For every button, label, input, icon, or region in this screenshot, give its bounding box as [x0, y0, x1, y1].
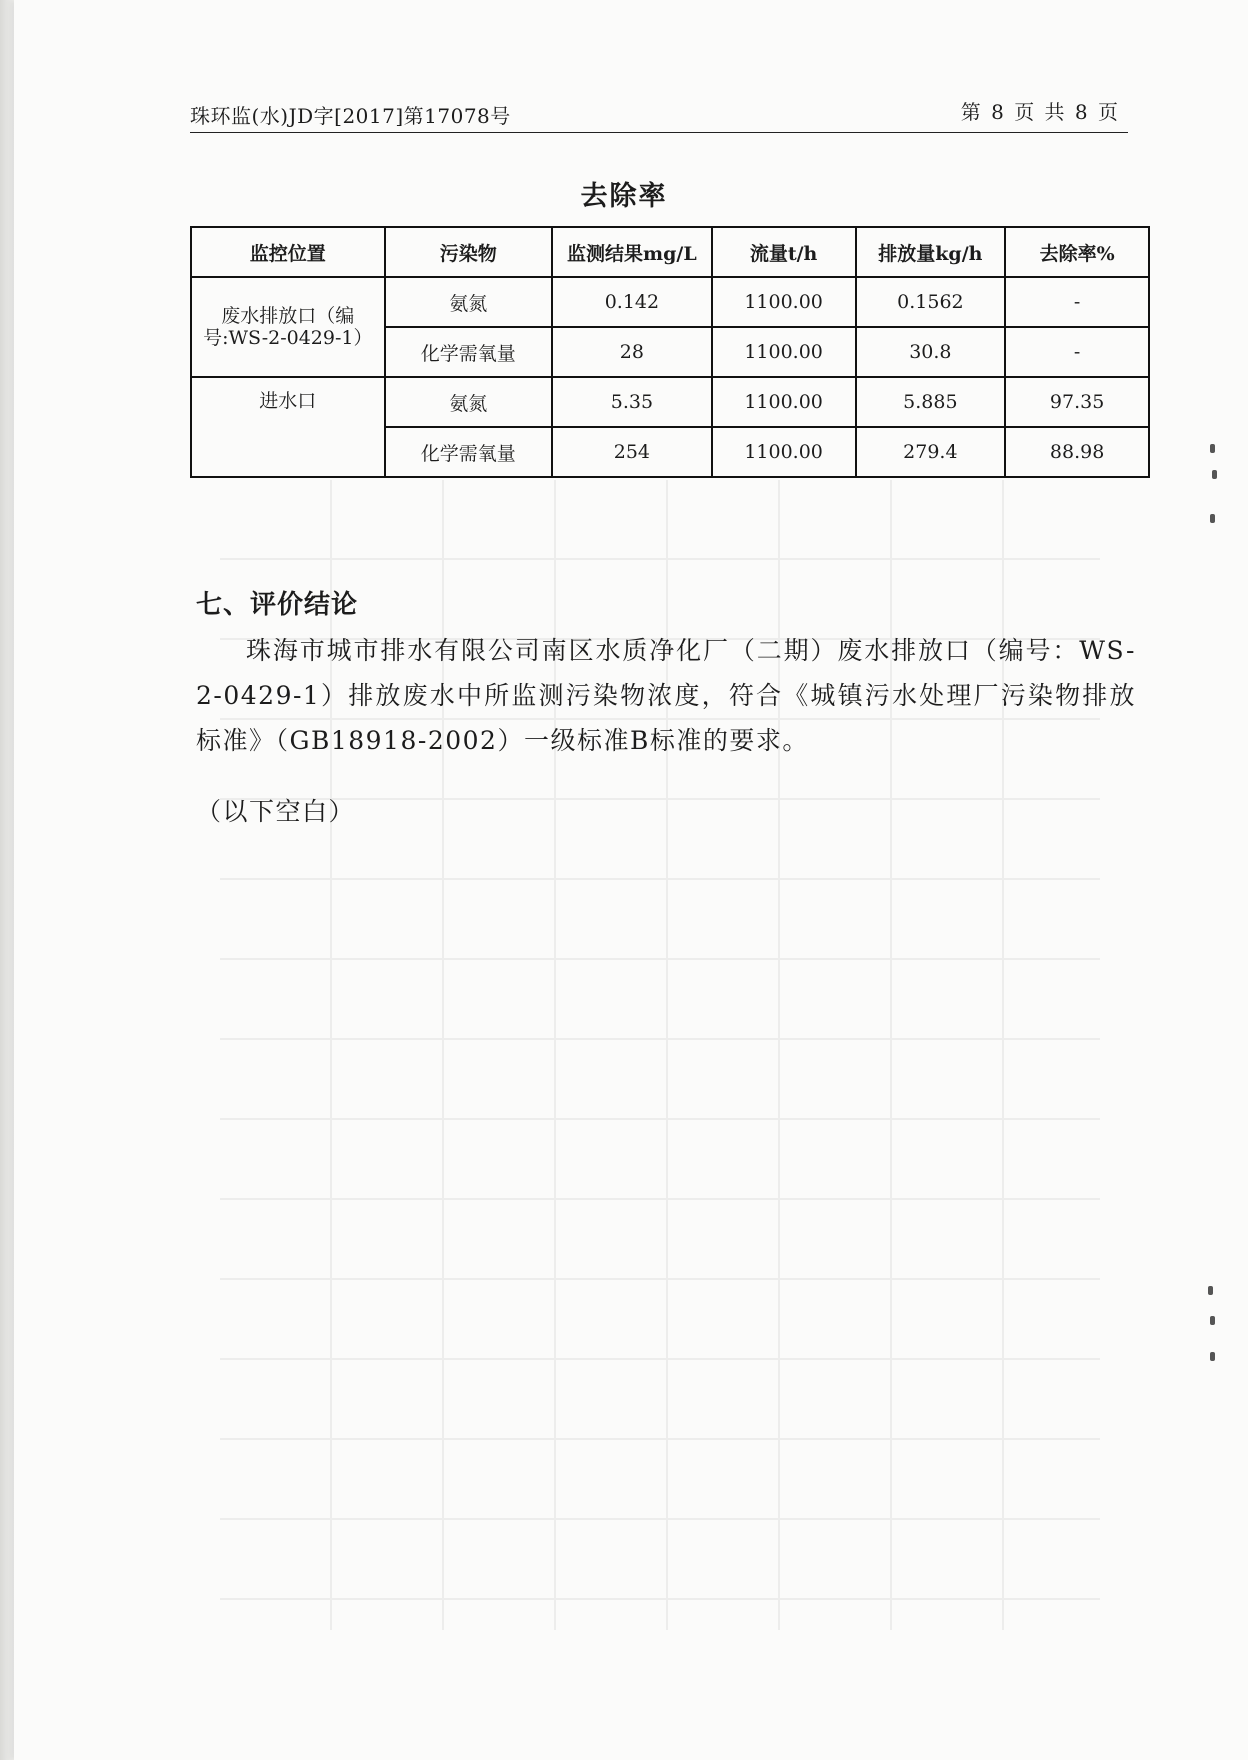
header-location: 监控位置 — [191, 227, 385, 277]
discharge-cell: 0.1562 — [856, 277, 1006, 327]
removal-rate-table — [190, 226, 1150, 478]
table-row — [191, 277, 1149, 327]
pollutant-cell: 氨氮 — [385, 377, 553, 427]
header-discharge: 排放量kg/h — [856, 227, 1006, 277]
discharge-cell: 5.885 — [856, 377, 1006, 427]
pollutant-cell: 氨氮 — [385, 277, 553, 327]
binding-hole-mark — [1208, 1286, 1213, 1295]
table-row — [191, 377, 1149, 427]
discharge-cell: 30.8 — [856, 327, 1006, 377]
pollutant-cell: 化学需氧量 — [385, 427, 553, 477]
discharge-cell: 279.4 — [856, 427, 1006, 477]
location-outlet: 废水排放口（编号:WS-2-0429-1） — [191, 277, 385, 377]
page-number: 第 8 页 共 8 页 — [960, 100, 1120, 124]
result-cell: 5.35 — [552, 377, 712, 427]
document-number: 珠环监(水)JD字[2017]第17078号 — [190, 104, 511, 128]
pollutant-cell: 化学需氧量 — [385, 327, 553, 377]
removal-cell: - — [1005, 327, 1149, 377]
location-inlet: 进水口 — [191, 377, 385, 477]
header-flow: 流量t/h — [712, 227, 856, 277]
header-removal: 去除率% — [1005, 227, 1149, 277]
binding-hole-mark — [1212, 470, 1217, 479]
result-cell: 0.142 — [552, 277, 712, 327]
table-title: 去除率 — [580, 181, 668, 212]
removal-cell: 88.98 — [1005, 427, 1149, 477]
flow-cell: 1100.00 — [712, 327, 856, 377]
flow-cell: 1100.00 — [712, 427, 856, 477]
binding-hole-mark — [1210, 514, 1215, 523]
removal-cell: - — [1005, 277, 1149, 327]
binding-hole-mark — [1210, 444, 1215, 453]
binding-hole-mark — [1210, 1352, 1215, 1361]
page-header — [190, 96, 1128, 133]
removal-cell: 97.35 — [1005, 377, 1149, 427]
conclusion-paragraph: 珠海市城市排水有限公司南区水质净化厂（二期）废水排放口（编号：WS-2-0429-1）排放废水中所监测污染物浓度，符合《城镇污水处理厂污染物排放标准》（GB18918-2002）一级标准B标准的要求。 — [196, 636, 1136, 755]
blank-note: （以下空白） — [196, 797, 356, 826]
table-header-row — [191, 227, 1149, 277]
header-result: 监测结果mg/L — [552, 227, 712, 277]
header-pollutant: 污染物 — [385, 227, 553, 277]
result-cell: 254 — [552, 427, 712, 477]
result-cell: 28 — [552, 327, 712, 377]
flow-cell: 1100.00 — [712, 277, 856, 327]
flow-cell: 1100.00 — [712, 377, 856, 427]
binding-hole-mark — [1210, 1316, 1215, 1325]
section-heading: 七、评价结论 — [196, 590, 359, 620]
